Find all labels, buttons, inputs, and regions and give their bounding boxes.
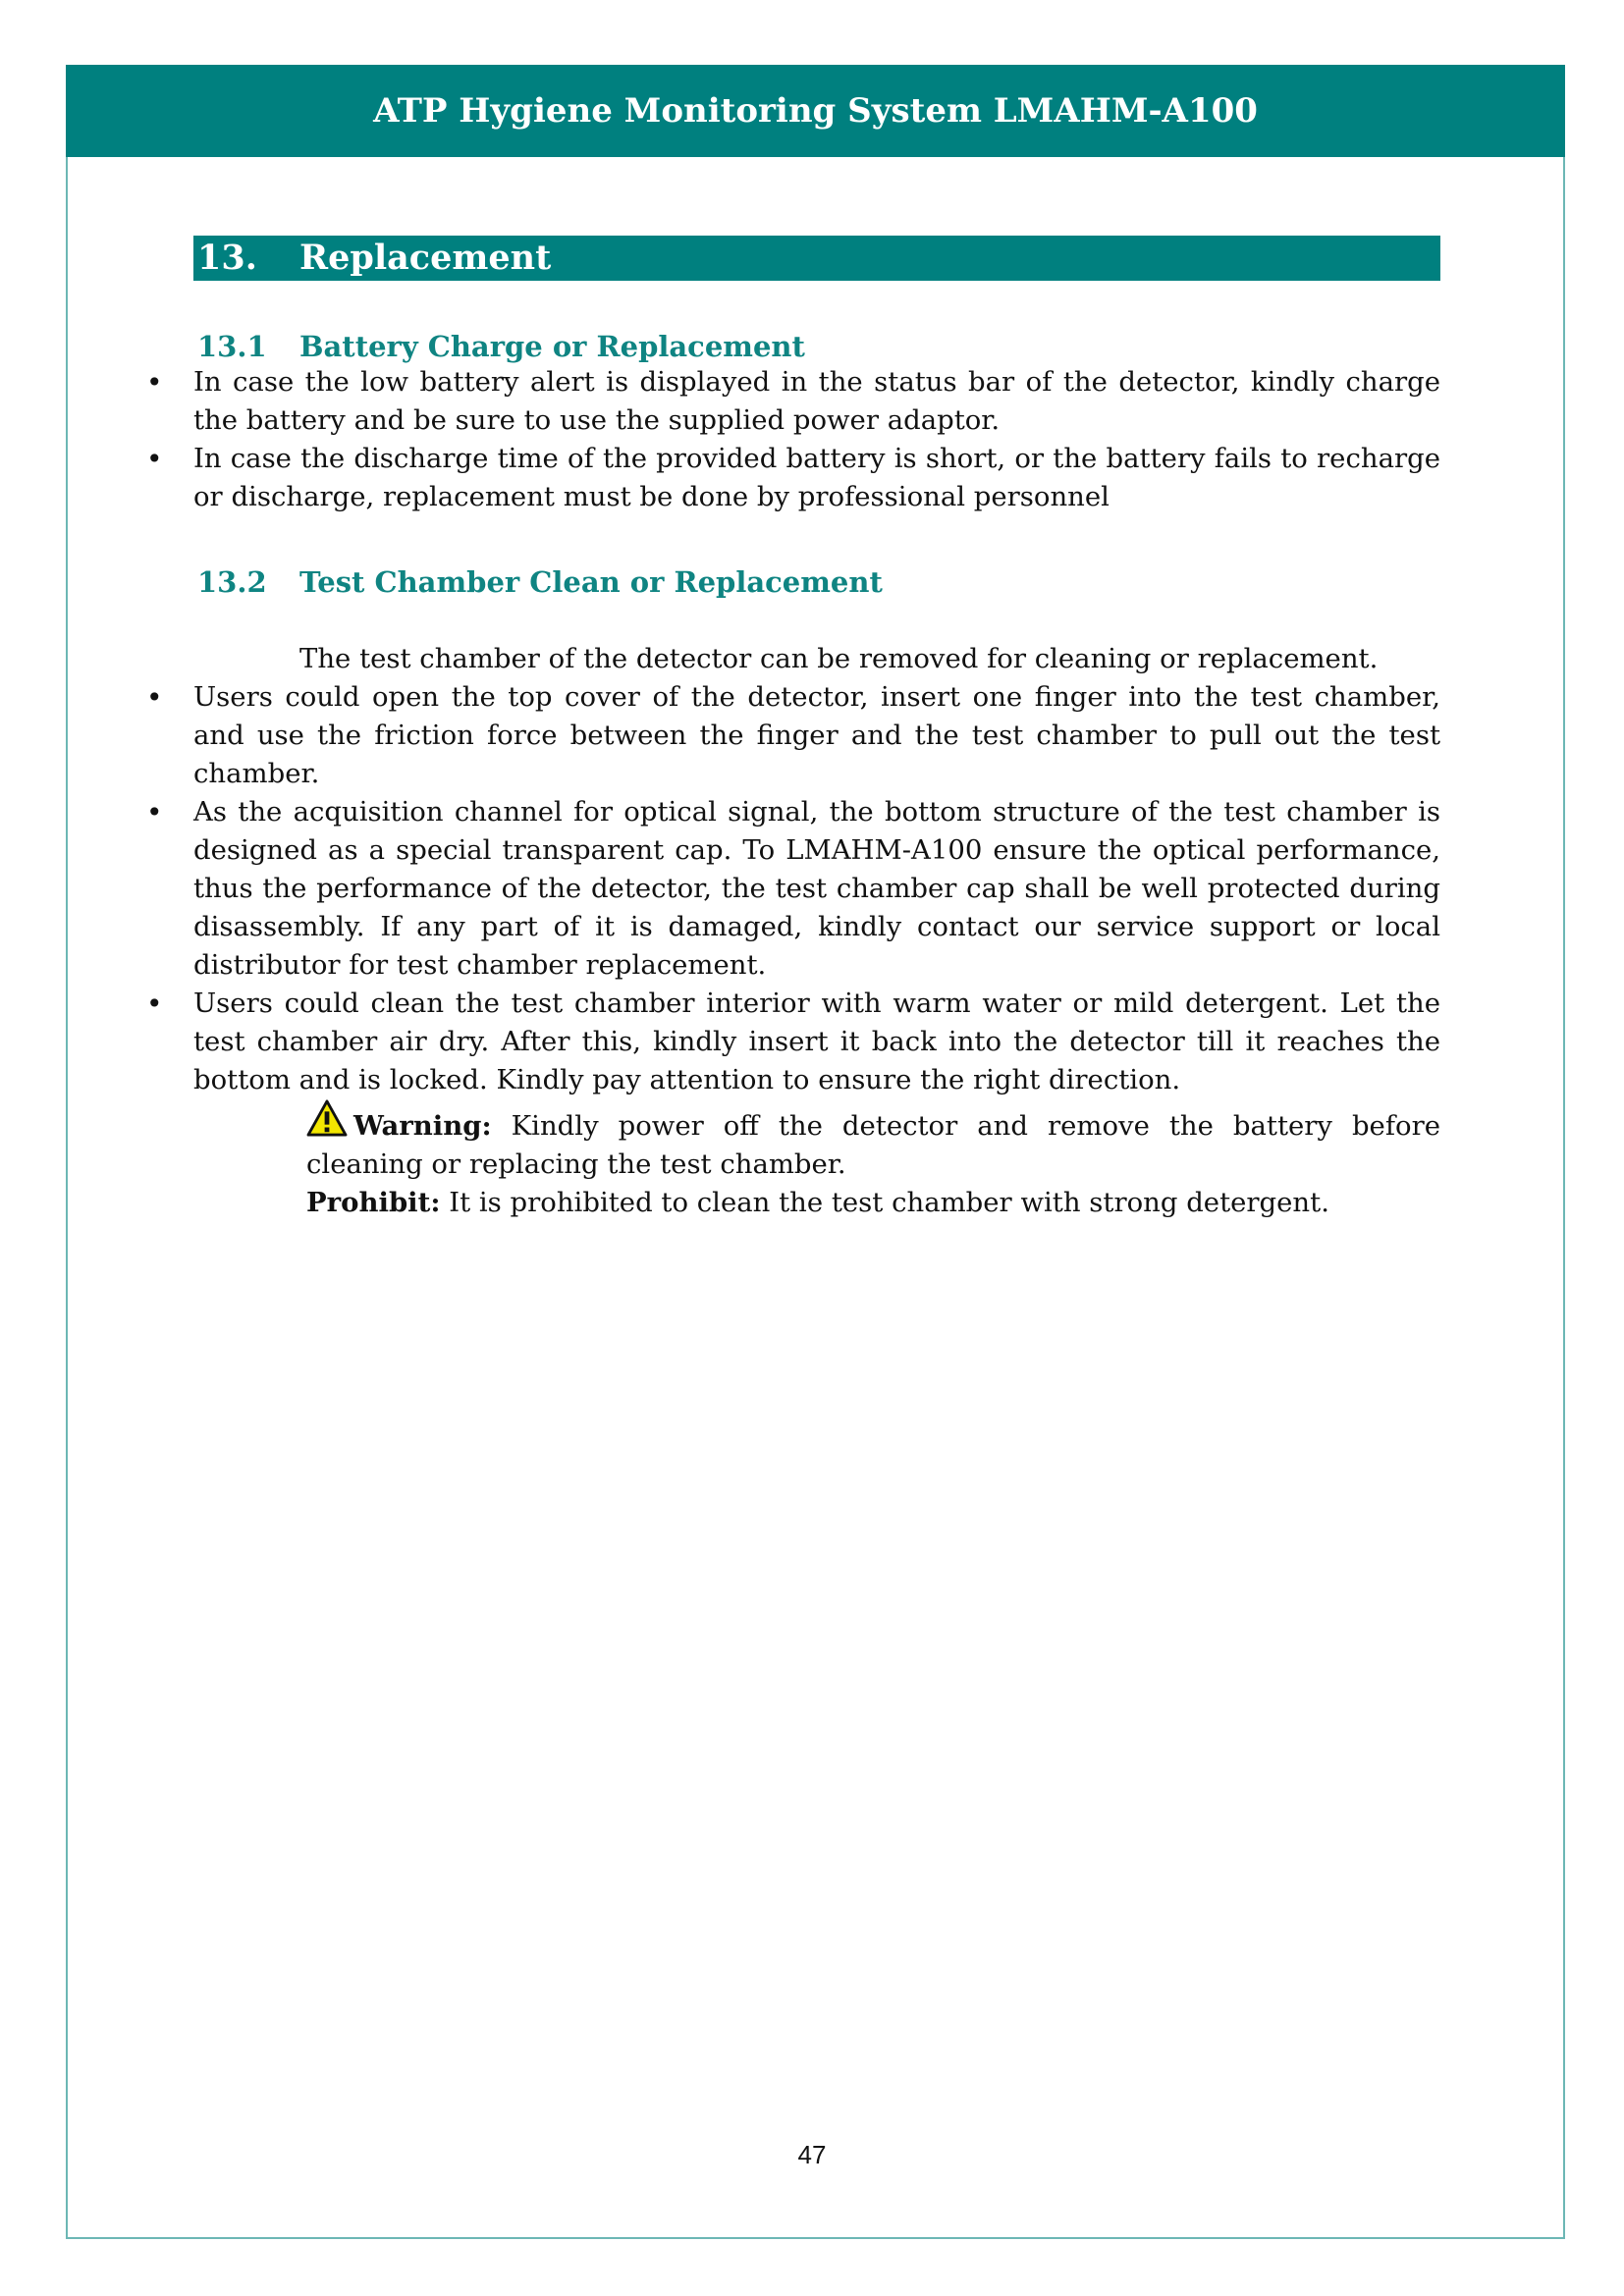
bullet-icon: • (146, 681, 163, 714)
section-number: 13. (197, 238, 257, 278)
bullet-icon: • (146, 988, 163, 1020)
bullet-icon: • (146, 796, 163, 828)
list-item: • In case the low battery alert is displayed in the status bar of the detector, kindly charge the battery and be sure to use the supplied power adaptor. (193, 363, 1440, 440)
bullet-icon: • (146, 443, 163, 475)
prohibit-note (306, 1184, 1440, 1222)
subsection-title: Battery Charge or Replacement (299, 330, 805, 363)
warning-note (306, 1099, 1440, 1184)
prohibit-label: Prohibit: (306, 1187, 441, 1218)
chamber-bullet-list (146, 678, 1440, 1099)
chamber-intro: The test chamber of the detector can be removed for cleaning or replacement. (299, 643, 1379, 674)
bullet-icon: • (146, 366, 163, 399)
subsection-heading-13-1 (193, 330, 1440, 363)
subsection-heading-13-2 (193, 565, 1440, 599)
list-item: • Users could open the top cover of the detector, insert one finger into the test chamber, and use the friction force between the finger and the test chamber to pull out the test chamber. (193, 678, 1440, 793)
subsection-number: 13.2 (197, 565, 267, 599)
page-number: 47 (797, 2140, 827, 2169)
page-content (146, 236, 1440, 1222)
document-title: ATP Hygiene Monitoring System LMAHM-A100 (373, 91, 1258, 131)
section-heading (193, 236, 1440, 281)
prohibit-text: It is prohibited to clean the test chamber with strong detergent. (440, 1187, 1329, 1218)
subsection-number: 13.1 (197, 330, 267, 363)
warning-label: Warning: (353, 1110, 492, 1142)
document-header (66, 65, 1565, 157)
list-item: • In case the discharge time of the provided battery is short, or the battery fails to recharge or discharge, replacement must be done by professional personnel (193, 440, 1440, 516)
list-item: • Users could clean the test chamber interior with warm water or mild detergent. Let the test chamber air dry. After this, kindly insert it back into the detector till it reaches the bottom and is locked. Kindly pay attention to ensure the right direction. (193, 985, 1440, 1099)
subsection-title: Test Chamber Clean or Replacement (299, 565, 883, 599)
warning-text: Kindly power off the detector and remove the battery before cleaning or replacing the test chamber. (306, 1110, 1440, 1180)
battery-bullet-list (146, 363, 1440, 516)
section-title: Replacement (299, 238, 552, 278)
list-item: • As the acquisition channel for optical signal, the bottom structure of the test chamber is designed as a special transparent cap. To LMAHM-A100 ensure the optical performance, thus the performance of the detector, the test chamber cap shall be well protected during disassembly. If any part of it is damaged, kindly contact our service support or local distributor for test chamber replacement. (193, 793, 1440, 985)
warning-icon (306, 1099, 348, 1137)
